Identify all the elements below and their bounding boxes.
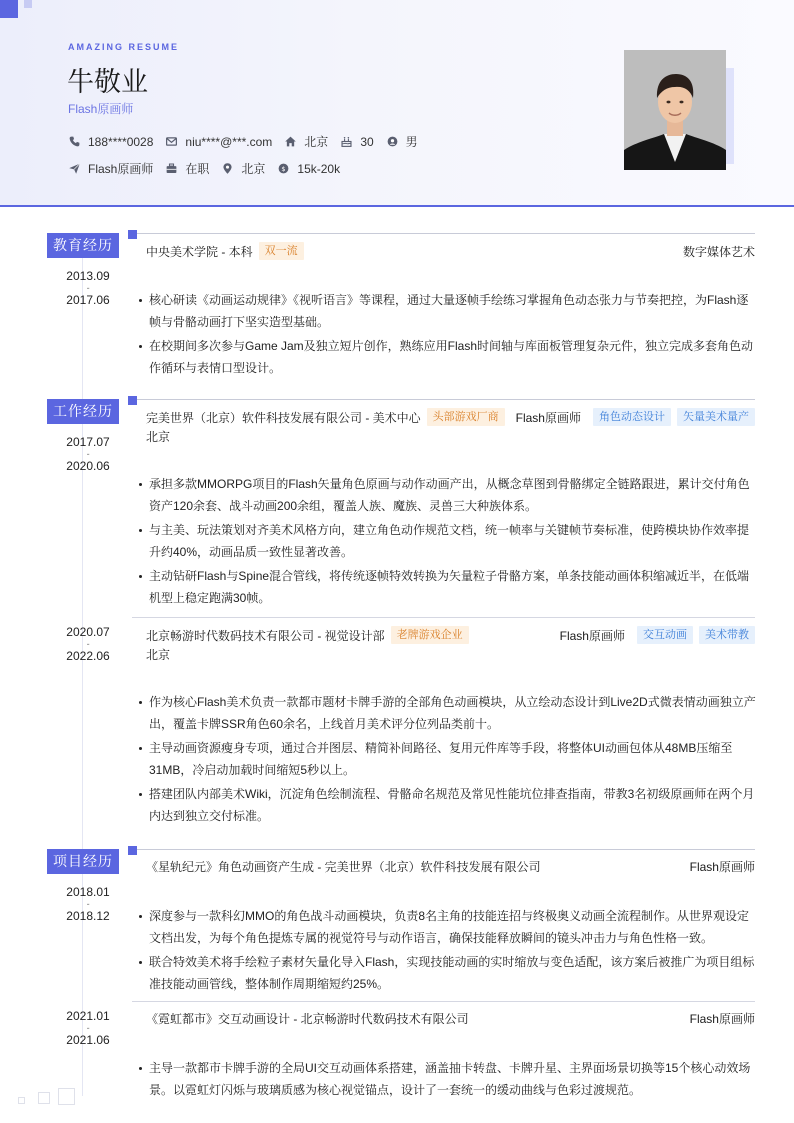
resume-header [0,0,794,206]
date-dash: - [86,449,90,459]
list-item: 深度参与一款科幻MMO的角色战斗动画模块，负责8名主角的技能连招与终极奥义动画全流程制作。从世界观设定文档出发，为每个角色提炼专属的视觉符号与动作语言，确保技能释放瞬间的镜头冲击力与角色性格一致。 [138,905,756,949]
section-title-projects: 项目经历 [47,849,119,874]
section-rule [137,399,755,400]
project-role-text: Flash原画师 [689,860,755,874]
project-date [52,1006,124,1050]
footer-decoration [18,1097,25,1104]
city-item [284,133,328,150]
section-rule [137,233,755,234]
corner-decoration [0,0,18,18]
age-text: 30 [360,134,374,149]
send-icon [68,162,81,175]
salary-item [277,162,340,176]
project-role [690,858,755,875]
project-role [690,1010,755,1027]
skill-tag: 角色动态设计 [593,408,671,426]
list-item: 主导一款都市卡牌手游的全局UI交互动画体系搭建，涵盖抽卡转盘、卡牌升星、主界面场景切换等15个核心动效场景。以霓虹灯闪烁与玻璃质感为核心视觉锚点，设计了一套统一的缓动曲线与色彩过渡规范。 [138,1057,756,1101]
job-role: Flash原画师 [559,628,625,643]
contact-row [68,133,430,150]
section-marker [128,396,137,405]
list-item: 联合特效美术将手绘粒子素材矢量化导入Flash，实现技能动画的实时缩放与变色适配，该方案后被推广为项目组标准技能动画管线，整体制作周期缩短约25%。 [138,951,756,995]
date-end: 2022.06 [66,649,110,663]
work-role-area [560,626,755,644]
education-bullets [138,289,756,381]
gender-text: 男 [405,135,418,149]
work-entry-title [146,408,505,426]
project-bullets [138,905,756,997]
header-divider [0,205,794,207]
city-text: 北京 [304,135,329,149]
school-name: 中央美术学院 - 本科 [146,244,253,259]
status-item [165,160,209,177]
location-pin-icon [221,162,234,175]
skill-tag: 矢量美术量产 [677,408,755,426]
work-bullets [138,473,756,611]
intent-role-item [68,160,153,177]
salary-icon [277,162,290,175]
phone-icon [68,135,81,148]
briefcase-icon [165,162,178,175]
section-title-education: 教育经历 [47,233,119,258]
age-item [340,135,373,149]
company-name: 北京畅游时代数码技术有限公司 - 视觉设计部 [146,628,385,643]
intent-city-item [221,160,265,177]
education-entry-title [146,242,304,260]
phone-text: 188****0028 [88,134,154,149]
section-rule [137,849,755,850]
work-date [52,432,124,476]
work-city: 北京 [146,430,171,444]
date-start: 2021.01 [66,1009,110,1023]
intent-role-text: Flash原画师 [88,162,154,176]
project-role-text: Flash原画师 [689,1012,755,1026]
salary-text: 15k-20k [297,161,341,176]
mail-icon [165,135,178,148]
email-item [165,135,272,149]
timeline-line [82,256,83,1096]
date-dash: - [86,1023,90,1033]
date-end: 2018.12 [66,909,110,923]
entry-divider [132,617,755,618]
skill-tag: 交互动画 [637,626,693,644]
date-start: 2018.01 [66,885,110,899]
candidate-name: 牛敬业 [67,67,148,97]
entry-divider [132,1001,755,1002]
project-name: 《星轨纪元》角色动画资产生成 - 完美世界（北京）软件科技发展有限公司 [146,860,541,874]
education-major [683,243,755,260]
section-marker [128,846,137,855]
date-end: 2021.06 [66,1033,110,1047]
work-city: 北京 [146,648,171,662]
profile-photo [624,50,726,170]
email-text: niu****@***.com [185,134,273,149]
list-item: 承担多款MMORPG项目的Flash矢量角色原画与动作动画产出，从概念草图到骨骼绑定全链路跟进，累计交付角色资产120余套、战斗动画200余组，覆盖人族、魔族、灵兽三大种族体系。 [138,473,756,517]
list-item: 主导动画资源瘦身专项，通过合并图层、精简补间路径、复用元件库等手段，将整体UI动画包体从48MB压缩至31MB，冷启动加载时间缩短5秒以上。 [138,737,756,781]
candidate-title: Flash原画师 [68,102,134,116]
project-bullets [138,1057,756,1103]
list-item: 主动钻研Flash与Spine混合管线，将传统逐帧特效转换为矢量粒子骨骼方案，单条技能动画体积缩减近半，在低端机型上稳定跑满30帧。 [138,565,756,609]
work-bullets [138,691,756,829]
date-dash: - [86,283,90,293]
project-entry-title [146,1010,469,1027]
footer-decoration [58,1088,75,1105]
work-role-area [516,408,755,426]
phone-item [68,135,153,149]
company-tag: 老牌游戏企业 [391,626,469,644]
date-start: 2020.07 [66,625,110,639]
home-icon [284,135,297,148]
date-dash: - [86,899,90,909]
corner-decoration-small [24,0,32,8]
date-dash: - [86,639,90,649]
intent-city-text: 北京 [241,162,266,176]
gender-icon [386,135,399,148]
date-end: 2020.06 [66,459,110,473]
status-text: 在职 [185,162,210,176]
project-date [52,882,124,926]
list-item: 作为核心Flash美术负责一款都市题材卡牌手游的全部角色动画模块，从立绘动态设计到Live2D式微表情动画独立产出，覆盖卡牌SSR角色60余名，上线首月美术评分位列品类前十。 [138,691,756,735]
header-tagline: AMAZING RESUME [68,42,179,52]
gender-item [386,133,418,150]
company-tag: 头部游戏厂商 [427,408,505,426]
company-name: 完美世界（北京）软件科技发展有限公司 - 美术中心 [146,410,421,425]
project-entry-title [146,858,541,875]
project-name: 《霓虹都市》交互动画设计 - 北京畅游时代数码技术有限公司 [146,1012,469,1026]
svg-text:$: $ [281,164,286,173]
skill-tag: 美术带教 [699,626,755,644]
list-item: 核心研读《动画运动规律》《视听语言》等课程，通过大量逐帧手绘练习掌握角色动态张力与节奏把控，为Flash逐帧与骨骼动画打下坚实造型基础。 [138,289,756,333]
job-role: Flash原画师 [515,410,581,425]
job-intent-row [68,160,352,177]
section-title-work: 工作经历 [47,399,119,424]
education-date [52,266,124,310]
school-tag: 双一流 [259,242,304,260]
footer-decoration [38,1092,50,1104]
date-start: 2013.09 [66,269,110,283]
work-entry-title [146,626,469,644]
major-text: 数字媒体艺术 [682,245,755,259]
date-end: 2017.06 [66,293,110,307]
work-date [52,622,124,666]
list-item: 搭建团队内部美术Wiki，沉淀角色绘制流程、骨骼命名规范及常见性能坑位排查指南，带教3名初级原画师在两个月内达到独立交付标准。 [138,783,756,827]
list-item: 在校期间多次参与Game Jam及独立短片创作，熟练应用Flash时间轴与库面板管理复杂元件，独立完成多套角色动作循环与表情口型设计。 [138,335,756,379]
date-start: 2017.07 [66,435,110,449]
list-item: 与主美、玩法策划对齐美术风格方向，建立角色动作规范文档，统一帧率与关键帧节奏标准，使跨模块协作效率提升约40%，动画品质一致性显著改善。 [138,519,756,563]
cake-icon [340,135,353,148]
section-marker [128,230,137,239]
